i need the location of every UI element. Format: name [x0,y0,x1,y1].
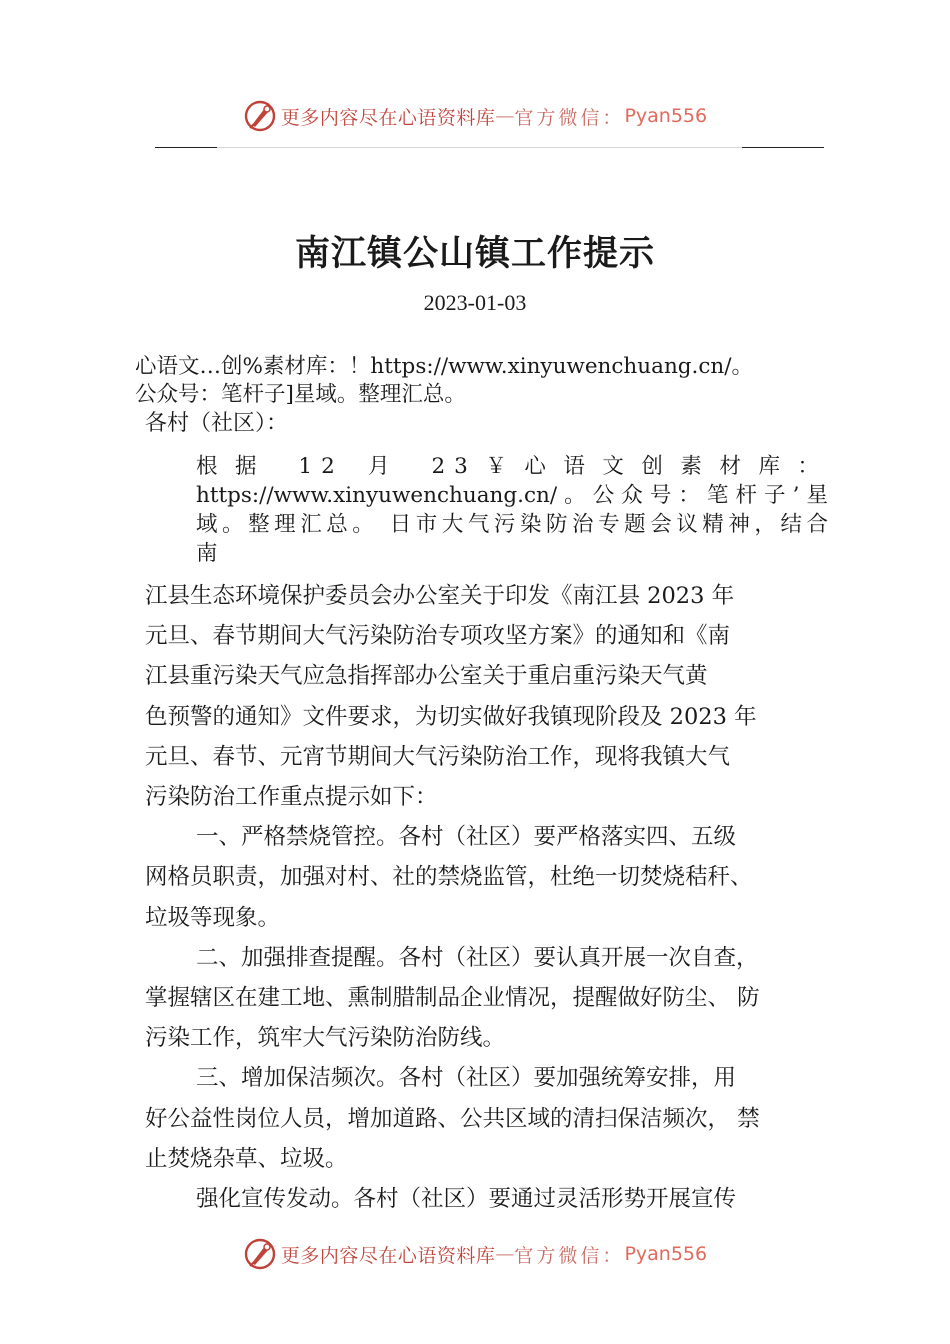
header-rule-right [742,147,824,148]
inset-line: https://www.xinyuwenchuang.cn/。公众号：笔杆子’星 [196,483,828,508]
inset-line: 域。整理汇总。 日市大气污染防治专题会议精神，结合 [196,512,828,537]
banner-wechat-id: Pyan556 [624,105,708,127]
quill-pen-logo-icon [243,1237,277,1271]
body-line: 垃圾等现象。 [145,904,281,931]
body-line: 止焚烧杂草、垃圾。 [145,1145,348,1172]
body-line: 元旦、春节期间大气污染防治专项攻坚方案》的通知和《南 [145,623,731,650]
banner-dash: — [495,105,515,127]
body-line: 江县生态环境保护委员会办公室关于印发《南江县 2023 年 [145,583,735,609]
addressee: 各村（社区）： [145,411,289,436]
body-line: 好公益性岗位人员，增加道路、公共区域的清扫保洁频次， 禁 [145,1105,760,1132]
inset-paragraph [196,452,828,568]
banner-dash: — [495,1243,515,1265]
body-line: 江县重污染天气应急指挥部办公室关于重启重污染天气黄 [145,663,708,690]
body-line: 污染防治工作重点提示如下： [145,784,438,811]
banner-wechat-id: Pyan556 [624,1243,708,1265]
quill-pen-logo-icon [243,99,277,133]
body-line: 掌握辖区在建工地、熏制腊制品企业情况，提醒做好防尘、 防 [145,985,760,1012]
section-4-paragraph [145,1179,817,1219]
inset-line: 南 [196,541,218,566]
banner-wechat-label: 官方微信： [514,1244,625,1267]
section-3-paragraph [145,1058,817,1179]
header-banner [0,96,950,136]
section-1-paragraph [145,817,817,938]
inset-line: 根据 12 月 23￥心语文创素材库： [196,454,828,479]
intro-paragraph [145,576,817,817]
body-line: 网格员职责，加强对村、社的禁烧监管，杜绝一切焚烧秸秆、 [145,864,753,891]
source-note-line-1: 心语文…创%素材库：！https://www.xinyuwenchuang.cn/。 [135,354,754,379]
body-line: 色预警的通知》文件要求，为切实做好我镇现阶段及 2023 年 [145,703,757,730]
body-line: 一、严格禁烧管控。各村（社区）要严格落实四、五级 [196,824,737,851]
header-rule-middle [217,147,742,148]
document-title: 南江镇公山镇工作提示 [294,233,655,274]
body-line: 强化宣传发动。各村（社区）要通过灵活形势开展宣传 [196,1186,737,1213]
document-date: 2023-01-03 [423,290,527,315]
footer-banner [0,1234,950,1274]
body-line: 三、增加保洁频次。各村（社区）要加强统筹安排，用 [196,1065,737,1092]
banner-main-text: 更多内容尽在心语资料库 [280,1244,496,1267]
header-rule-left [155,147,217,148]
body-line: 元旦、春节、元宵节期间大气污染防治工作，现将我镇大气 [145,743,731,770]
source-note-line-2: 公众号：笔杆子]星域。整理汇总。 [135,382,466,407]
document-body [145,576,817,1219]
body-line: 污染工作，筑牢大气污染防治防线。 [145,1025,506,1052]
banner-wechat-label: 官方微信： [514,106,625,129]
banner-main-text: 更多内容尽在心语资料库 [280,106,496,129]
section-2-paragraph [145,938,817,1059]
body-line: 二、加强排查提醒。各村（社区）要认真开展一次自查， [196,944,759,971]
